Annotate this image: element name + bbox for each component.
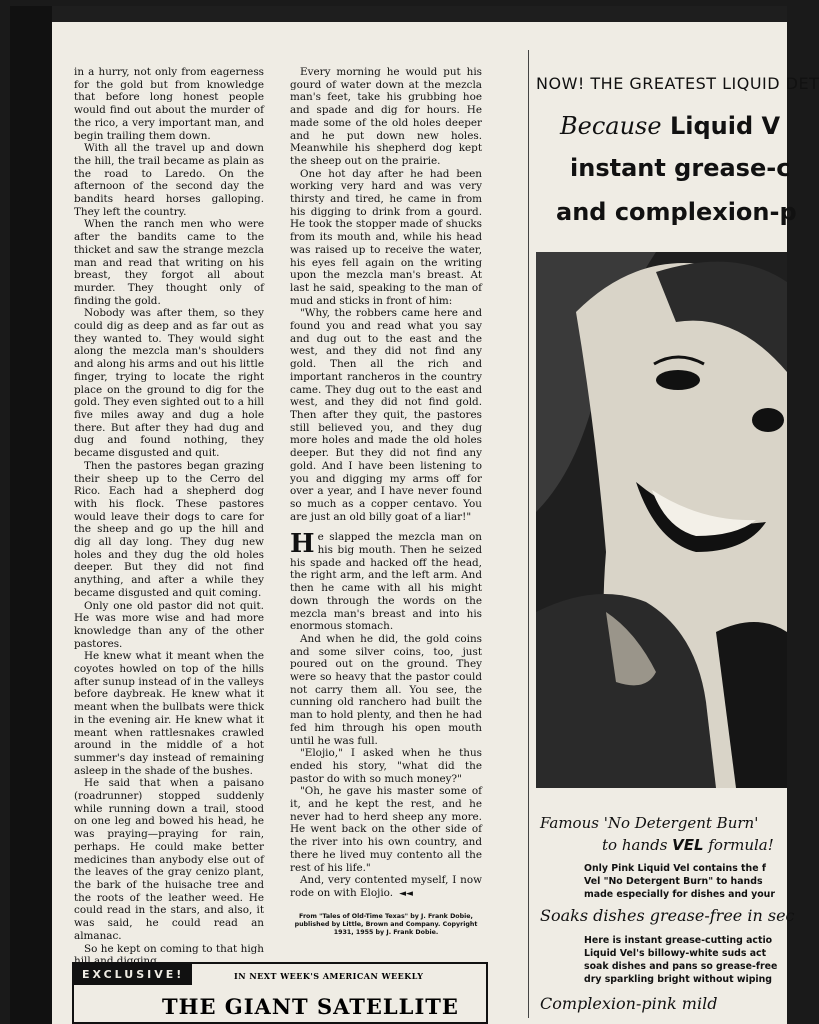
- drop-cap: H: [290, 529, 315, 560]
- paragraph: When the ranch men who were after the bandits came to the thicket and saw the strange mezcla man and read that writing on his breast, they forgot all about murder. They thought only of finding the gold.: [74, 218, 264, 307]
- dropcap-paragraph: [290, 531, 482, 633]
- ad-sub-to-hands: to hands: [602, 836, 668, 854]
- paragraph: e slapped the mezcla man on his big mouth. Then he seized his spade and hacked off the head, the right arm, and the left arm. And then he came with all his might down through the words on the mezcla man's breast and into his enormous stomach.: [290, 531, 482, 633]
- paragraph: He said that when a paisano (roadrunner) stopped suddenly while running down a trail, stood on one leg and bowed his head, he was praying—praying for rain, perhaps. He could make better medicines than anybody else out of the leaves of the gray cenizo plant, the bark of the huisache tree and the roots of the leather weed. He could read in the stars, and also, it was said, he could read an almanac.: [74, 777, 264, 942]
- paragraph: So he kept on coming to that high: [84, 942, 264, 955]
- ad-body-1: [584, 862, 775, 901]
- column-2-bottom: [290, 633, 482, 901]
- ad-body-2: [584, 934, 777, 986]
- left-margin-strip: [10, 6, 52, 1024]
- ad-sub-famous: Famous 'No Detergent Burn': [540, 814, 759, 832]
- paragraph: With all the travel up and down the hill, the trail became as plain as the road to Laredo. On the afternoon of the second day the bandits heard horses galloping. They left the country.: [74, 142, 264, 218]
- paragraph: "Elojio," I asked when he thus ended his story, "what did the pastor do with so much money?": [290, 747, 482, 785]
- paragraph: One hot day after he had been working very hard and was very thirsty and tired, he came in from his digging to drink from a gourd. He took the stopper made of shucks from its mouth and, while his head was raised up to receive the water, his eyes fell again on the writing upon the mezcla man's breast. At last he said, speaking to the man of mud and sticks in front of him:: [290, 167, 482, 307]
- ad-sub-formula-word: formula!: [708, 836, 774, 854]
- paragraph: "Oh, he gave his master some of it, and he kept the rest, and he never had to herd sheep any more. He went back on the other side of the river into his own country, and there he lived muy contento all the rest of his life.": [290, 785, 482, 874]
- vel-advertisement: [530, 60, 819, 1020]
- article-column-1: [74, 66, 264, 968]
- woman-smiling-photo: [536, 252, 787, 788]
- ad-line-1: [560, 112, 780, 140]
- paragraph: And, very contented myself, I now rode on with Elojio. ◄◄: [290, 874, 482, 899]
- top-edge: [10, 6, 787, 22]
- ad-sub-formula: [602, 836, 774, 854]
- ad-bold-liquid: Liquid V: [669, 112, 781, 140]
- paragraph: in a hurry, not only from eagerness for the gold but from knowledge that before long honest people would find out about the murder of the rico, a very important man, and begin trailing them down.: [74, 66, 264, 142]
- ad-line-3: and complexion-p: [556, 198, 797, 226]
- photo-illustration: [536, 252, 787, 788]
- ad-headline: NOW! THE GREATEST LIQUID DET: [536, 74, 819, 93]
- exclusive-box: [72, 962, 488, 1024]
- end-mark: ◄◄: [399, 889, 413, 899]
- ad-body-line: Here is instant grease-cutting actio: [584, 935, 773, 946]
- paragraph: And when he did, the gold coins and some silver coins, too, just poured out on the ground. They were so heavy that the pastor could not carry them all. You see, the cunning old ranchero had built the man to hold plenty, and then he had fed him through his open mouth until he was full.: [290, 632, 482, 747]
- ad-line-2: instant grease-c: [570, 154, 791, 182]
- ad-script-because: Because: [560, 112, 662, 140]
- next-week-label: IN NEXT WEEK'S AMERICAN WEEKLY: [234, 971, 424, 981]
- paragraph: "Why, the robbers came here and found you and read what you say and dug out to the east and the west, and they did not find any gold. Then all the rich and important rancheros in the country came. They dug out to the east and west, and they did not find gold. Then after they quit, the pastores still believed you, and they dug more holes and made the old holes deeper. But they did not find any gold. And I have been listening to you and digging my arms off for over a year, and I have never found so much as a copper centavo. You are just an old billy goat of a liar!": [290, 307, 482, 523]
- exclusive-tag: EXCLUSIVE!: [74, 964, 192, 985]
- paragraph: He knew what it meant when the coyotes howled on top of the hills after sunup instead of in the valleys before daybreak. He knew what it meant when the bullbats were thick in the evening air. He knew what it meant when rattlesnakes crawled around in the middle of a hot summer's day instead of remaining asleep in the shade of the bushes.: [74, 650, 264, 777]
- article-column-2: [290, 66, 482, 937]
- ad-body-line: Only Pink Liquid Vel contains the f: [584, 863, 766, 874]
- column-2-top: [290, 66, 482, 523]
- ad-sub-complexion: Complexion-pink mild: [540, 994, 718, 1013]
- ad-body-line: dry sparkling bright without wiping: [584, 974, 773, 985]
- paragraph: Nobody was after them, so they could dig as deep and as far out as they wanted to. They would sight along the mezcla man's shoulders and along his arms and out his little finger, trying to locate the right place on the ground to dig for the gold. They even sighted out to a hill five miles away and dug a hole there. But after they had dug and dug and found nothing, they became disgusted and quit.: [74, 307, 264, 460]
- paragraph: Then the pastores began grazing their sheep up to the Cerro del Rico. Each had a shepherd dog with his flock. These pastores would leave their dogs to care for the sheep and go up the hill and dig all day long. They dug new holes and they dug the old holes deeper. But they did not find anything, and after a while they became disgusted and quit coming.: [74, 459, 264, 599]
- ad-body-line: made especially for dishes and your: [584, 889, 775, 900]
- column-divider: [528, 50, 529, 1018]
- vel-logo-text: VEL: [672, 836, 704, 854]
- next-week-title: THE GIANT SATELLITE: [162, 994, 459, 1019]
- source-credit: From "Tales of Old-Time Texas" by J. Frank Dobie, published by Little, Brown and Company. Copyright 1931, 1955 by J. Frank Dobie.: [294, 912, 478, 936]
- paragraph: Only one old pastor did not quit. He was more wise and had more knowledge than any of the other pastores.: [74, 599, 264, 650]
- ad-sub-soaks: Soaks dishes grease-free in sec: [540, 906, 795, 925]
- ad-body-line: soak dishes and pans so grease-free: [584, 961, 778, 972]
- ad-body-line: Liquid Vel's billowy-white suds act: [584, 948, 767, 959]
- ad-body-line: Vel "No Detergent Burn" to hands: [584, 876, 763, 887]
- paragraph: Every morning he would put his gourd of water down at the mezcla man's feet, take his grubbing hoe and spade and dig for hours. He made some of the old holes deeper and he put down new holes. Meanwhile his shepherd dog kept the sheep out on the prairie.: [290, 66, 482, 167]
